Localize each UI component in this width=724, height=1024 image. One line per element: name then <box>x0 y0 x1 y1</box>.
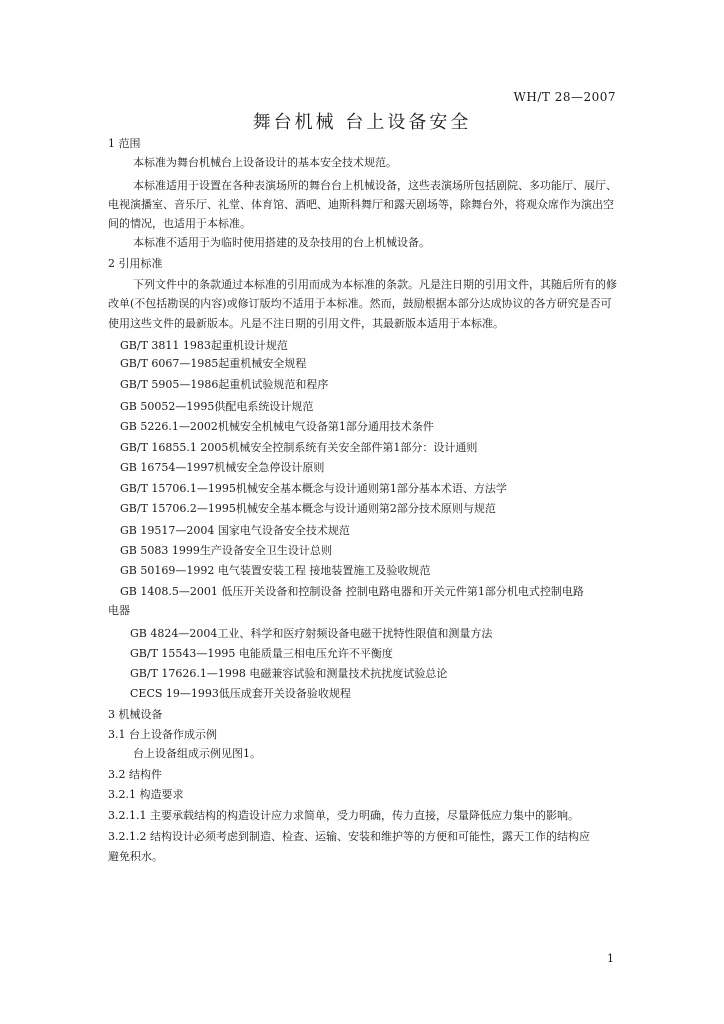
subsection-3-2-1-heading: 3.2.1 构造要求 <box>108 788 184 801</box>
section-2-heading: 2 引用标准 <box>108 257 163 270</box>
reference-item: GB/T 6067—1985起重机械安全规程 <box>120 357 307 370</box>
reference-item: GB 50052—1995供配电系统设计规范 <box>120 400 314 413</box>
page-number: 1 <box>607 952 614 965</box>
reference-item: GB/T 15706.1—1995机械安全基本概念与设计通则第1部分基本术语、方法学 <box>120 482 507 495</box>
clause-3-2-1-1: 3.2.1.1 主要承载结构的构造设计应力求简单，受力明确，传力直接，尽量降低应力集中的影响。 <box>108 809 579 822</box>
reference-item: GB/T 3811 1983起重机设计规范 <box>120 339 288 352</box>
paragraph: 台上设备组成示例见图1。 <box>133 747 261 760</box>
reference-item: GB/T 15706.2—1995机械安全基本概念与设计通则第2部分技术原则与规范 <box>120 502 496 515</box>
subsection-3-1-heading: 3.1 台上设备作成示例 <box>108 728 217 741</box>
reference-item: GB 5083 1999生产设备安全卫生设计总则 <box>120 544 332 557</box>
document-title: 舞台机械 台上设备安全 <box>252 112 472 133</box>
section-1-heading: 1 范围 <box>108 137 141 150</box>
clause-continuation: 避免积水。 <box>108 850 163 863</box>
subsection-3-2-heading: 3.2 结构件 <box>108 768 162 781</box>
reference-item: GB 5226.1—2002机械安全机械电气设备第1部分通用技术条件 <box>120 420 434 433</box>
reference-item: GB 4824—2004工业、科学和医疗射频设备电磁干扰特性限值和测量方法 <box>130 627 493 640</box>
reference-item: GB/T 16855.1 2005机械安全控制系统有关安全部件第1部分：设计通则 <box>120 441 478 454</box>
paragraph-continuation: 使用这些文件的最新版本。凡是不注日期的引用文件，其最新版本适用于本标准。 <box>108 317 504 330</box>
paragraph: 本标准为舞台机械台上设备设计的基本安全技术规范。 <box>133 156 397 169</box>
reference-item: GB/T 5905—1986起重机试验规范和程序 <box>120 378 329 391</box>
reference-item: GB 19517—2004 国家电气设备安全技术规范 <box>120 524 350 537</box>
standard-number: WH/T 28—2007 <box>513 90 616 104</box>
reference-item: CECS 19—1993低压成套开关设备验收规程 <box>130 687 351 700</box>
reference-item: GB/T 17626.1—1998 电磁兼容试验和测量技术抗扰度试验总论 <box>130 667 448 680</box>
paragraph: 本标准不适用于为临时使用搭建的及杂技用的台上机械设备。 <box>133 236 430 249</box>
section-3-heading: 3 机械设备 <box>108 708 163 721</box>
paragraph: 下列文件中的条款通过本标准的引用而成为本标准的条款。凡是注日期的引用文件，其随后所有的修 <box>133 278 617 291</box>
reference-item: GB 16754—1997机械安全急停设计原则 <box>120 461 325 474</box>
paragraph-continuation: 改单(不包括勘误的内容)或修订版均不适用于本标准。然而，鼓励根据本部分达成协议的各方研究是否可 <box>108 297 612 310</box>
reference-item-wrap: 电器 <box>108 604 130 617</box>
paragraph-continuation: 电视演播室、音乐厅、礼堂、体育馆、酒吧、迪斯科舞厅和露天剧场等，除舞台外，将观众席作为演出空 <box>108 198 614 211</box>
reference-item: GB/T 15543—1995 电能质量三相电压允许不平衡度 <box>130 647 393 660</box>
reference-item: GB 50169—1992 电气装置安装工程 接地装置施工及验收规范 <box>120 564 431 577</box>
paragraph: 本标准适用于设置在各种表演场所的舞台台上机械设备，这些表演场所包括剧院、多功能厅、展厅、 <box>133 179 617 192</box>
clause-3-2-1-2: 3.2.1.2 结构设计必须考虑到制造、检查、运输、安装和维护等的方便和可能性，露天工作的结构应 <box>108 830 590 843</box>
paragraph-continuation: 间的情况，也适用于本标准。 <box>108 217 251 230</box>
reference-item: GB 1408.5—2001 低压开关设备和控制设备 控制电路电器和开关元件第1部分机电式控制电路 <box>120 585 584 598</box>
